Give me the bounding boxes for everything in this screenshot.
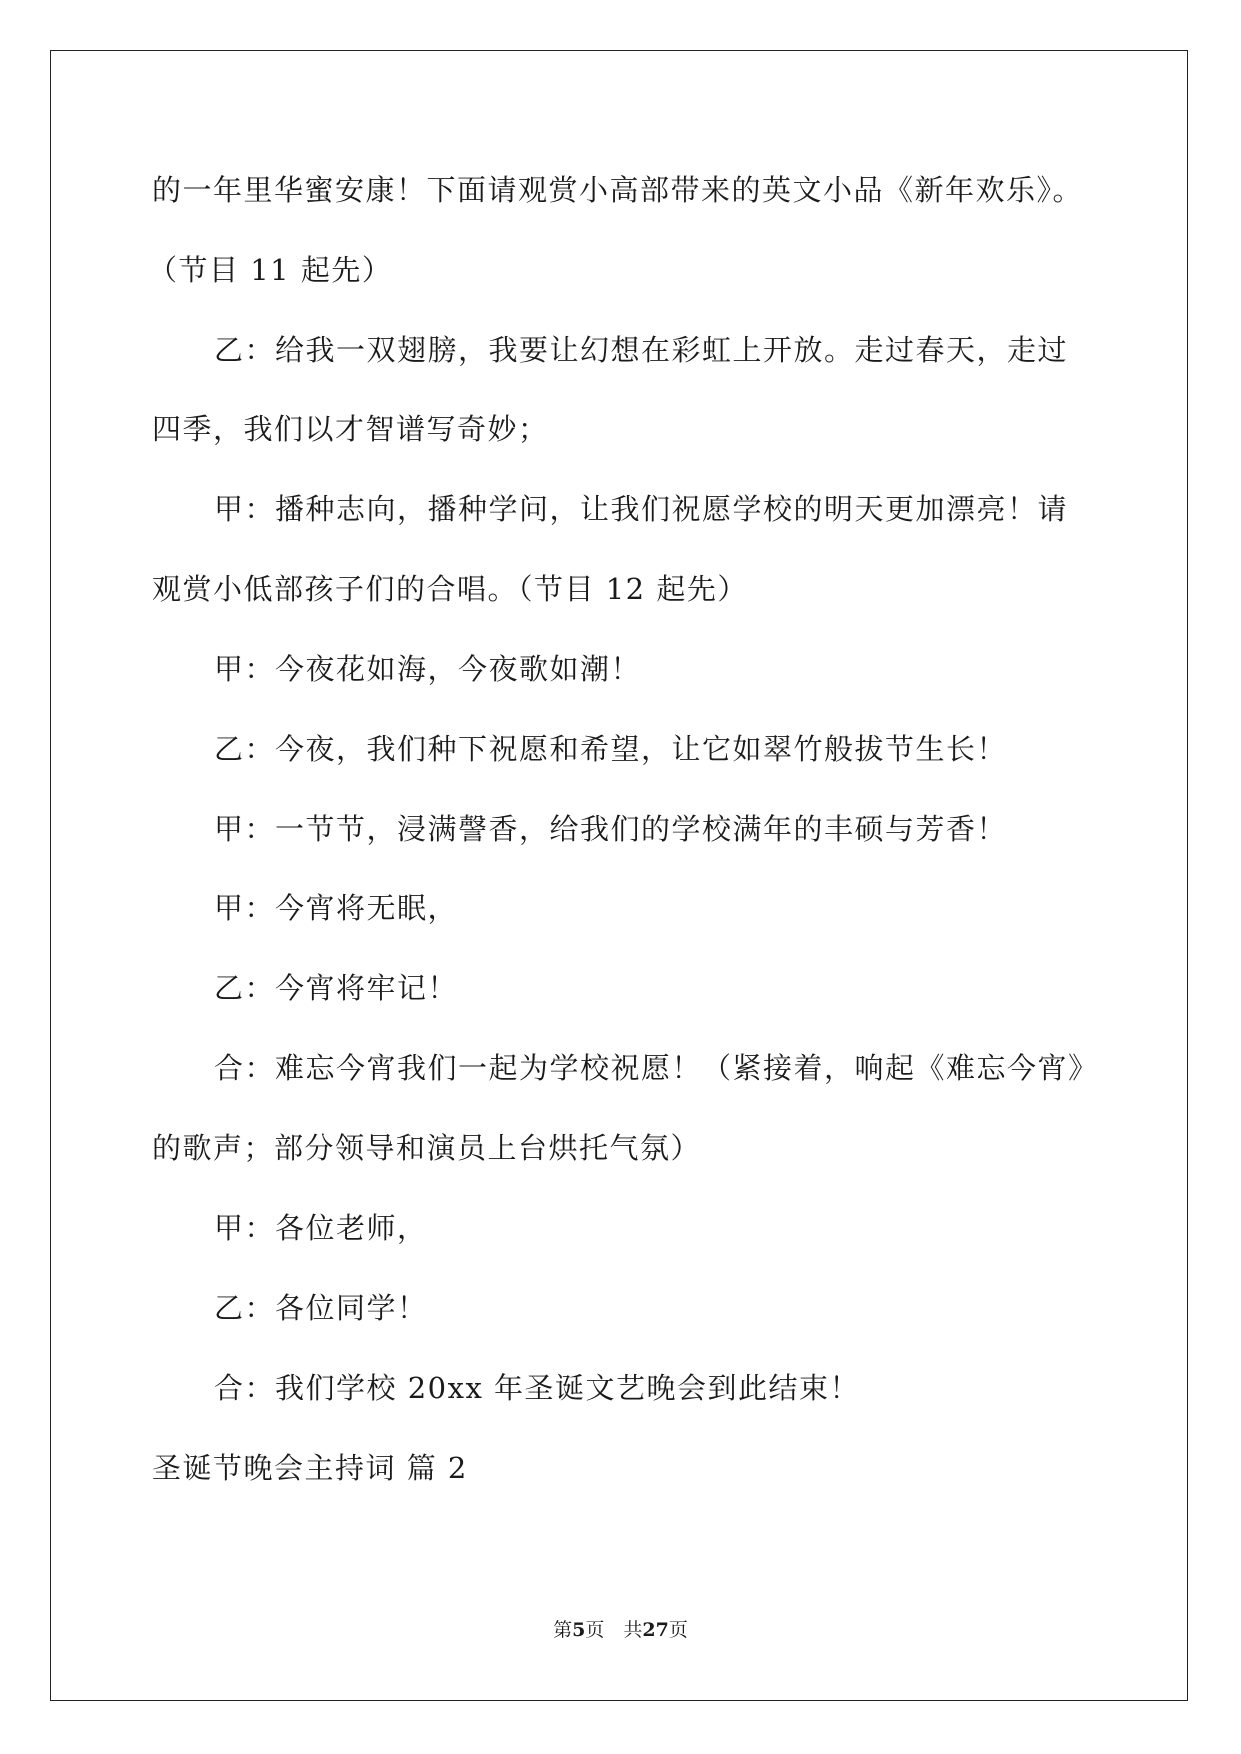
text-line: 观赏小低部孩子们的合唱。（节目 12 起先）: [152, 572, 748, 606]
text-line: 的一年里华蜜安康！下面请观赏小高部带来的英文小品《新年欢乐》。: [152, 173, 1084, 207]
text-line: 合：我们学校 20xx 年圣诞文艺晚会到此结束！: [214, 1371, 861, 1405]
text-line: （节目 11 起先）: [148, 253, 393, 287]
text-line: 甲：各位老师，: [214, 1211, 428, 1245]
text-line: 合：难忘今宵我们一起为学校祝愿！（紧接着，响起《难忘今宵》: [214, 1051, 1099, 1085]
text-line: 甲：一节节，浸满謦香，给我们的学校满年的丰硕与芳香！: [214, 812, 1008, 846]
total-pages-number: 27: [642, 1619, 669, 1641]
footer-suffix: 页: [668, 1619, 688, 1641]
text-line: 乙：今宵将牢记！: [214, 971, 459, 1005]
current-page-number: 5: [572, 1619, 586, 1641]
footer-prefix: 第: [553, 1619, 573, 1641]
text-line: 甲：播种志向，播种学问，让我们祝愿学校的明天更加漂亮！请: [214, 492, 1069, 526]
section-heading: 圣诞节晚会主持词 篇 2: [152, 1451, 468, 1485]
text-line: 乙：今夜，我们种下祝愿和希望，让它如翠竹般拔节生长！: [214, 732, 1008, 766]
text-line: 四季，我们以才智谱写奇妙；: [152, 412, 549, 446]
footer-mid: 页 共: [585, 1619, 643, 1641]
text-line: 乙：各位同学！: [214, 1291, 428, 1325]
page-footer: [0, 1618, 1241, 1642]
text-line: 的歌声；部分领导和演员上台烘托气氛）: [152, 1131, 702, 1165]
text-line: 甲：今夜花如海，今夜歌如潮！: [214, 652, 642, 686]
text-line: 甲：今宵将无眠，: [214, 891, 459, 925]
text-line: 乙：给我一双翅膀，我要让幻想在彩虹上开放。走过春天，走过: [214, 333, 1069, 367]
